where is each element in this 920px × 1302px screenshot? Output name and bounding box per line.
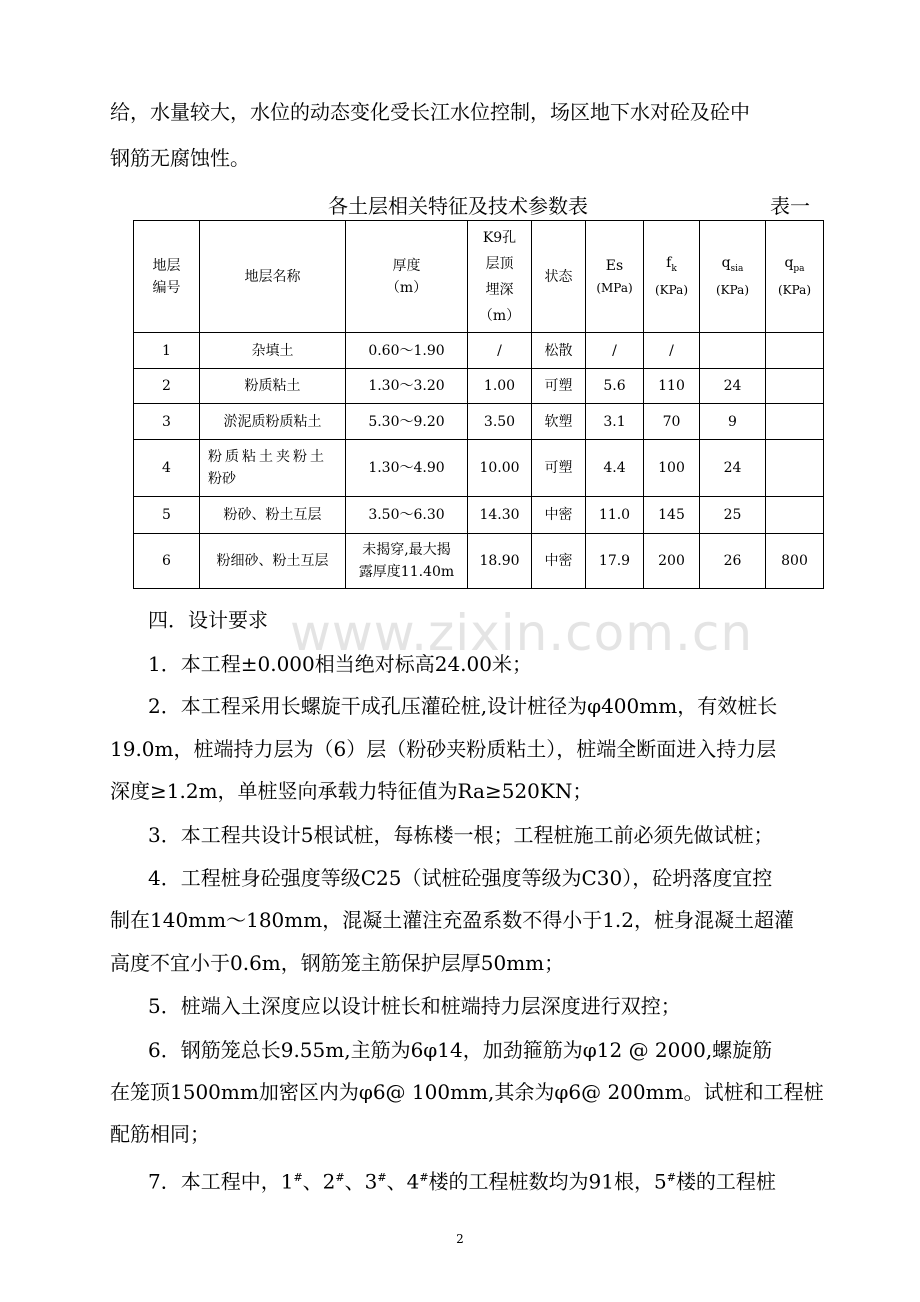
cell-layer-name: 粉细砂、粉土互层 xyxy=(200,534,346,589)
header-thickness: 厚度 （m） xyxy=(346,221,468,333)
table-row xyxy=(134,534,824,589)
cell-es: 11.0 xyxy=(586,497,644,534)
page-number: 2 xyxy=(456,1232,464,1246)
cell-layer-no: 6 xyxy=(134,534,200,589)
watermark: www.zixin.com.cn xyxy=(290,604,754,662)
header-fk: $f_k$ (KPa) xyxy=(644,221,700,333)
requirement-1: 1．本工程±0.000相当绝对标高24.00米； xyxy=(148,652,532,676)
cell-qpa xyxy=(766,497,824,534)
cell-depth: 10.00 xyxy=(468,440,532,497)
cell-state: 松散 xyxy=(532,333,586,369)
header-es: Es (MPa) xyxy=(586,221,644,333)
table-row xyxy=(134,369,824,404)
table-number: 表一 xyxy=(770,194,810,218)
cell-layer-name: 杂填土 xyxy=(200,333,346,369)
table-row xyxy=(134,333,824,369)
cell-fk: 145 xyxy=(644,497,700,534)
cell-qsia: 26 xyxy=(700,534,766,589)
table-title: 各土层相关特征及技术参数表 xyxy=(328,194,588,218)
cell-qpa xyxy=(766,369,824,404)
cell-es: / xyxy=(586,333,644,369)
table-row xyxy=(134,404,824,440)
cell-thickness: 1.30～4.90 xyxy=(346,440,468,497)
header-layer-no: 地层 编号 xyxy=(134,221,200,333)
requirement-2-line-1: 2．本工程采用长螺旋干成孔压灌砼桩,设计桩径为φ400mm，有效桩长 xyxy=(148,694,778,718)
cell-qsia: 25 xyxy=(700,497,766,534)
requirement-4-line-2: 制在140mm～180mm，混凝土灌注充盈系数不得小于1.2，桩身混凝土超灌 xyxy=(110,908,795,932)
header-qsia: $q_{sia}$ (KPa) xyxy=(700,221,766,333)
cell-thickness: 0.60～1.90 xyxy=(346,333,468,369)
cell-state: 可塑 xyxy=(532,440,586,497)
cell-es: 4.4 xyxy=(586,440,644,497)
table-row xyxy=(134,440,824,497)
cell-qsia: 24 xyxy=(700,369,766,404)
cell-es: 5.6 xyxy=(586,369,644,404)
cell-state: 可塑 xyxy=(532,369,586,404)
cell-depth: 1.00 xyxy=(468,369,532,404)
cell-qpa xyxy=(766,333,824,369)
cell-layer-name: 粉质粘土 xyxy=(200,369,346,404)
cell-layer-name: 淤泥质粉质粘土 xyxy=(200,404,346,440)
requirement-4-line-1: 4．工程桩身砼强度等级C25（试桩砼强度等级为C30），砼坍落度宜控 xyxy=(148,866,773,890)
cell-layer-no: 5 xyxy=(134,497,200,534)
cell-qpa xyxy=(766,404,824,440)
cell-state: 中密 xyxy=(532,534,586,589)
intro-line-1: 给，水量较大，水位的动态变化受长江水位控制，场区地下水对砼及砼中 xyxy=(110,100,750,124)
section-heading: 四．设计要求 xyxy=(148,608,268,632)
requirement-6-line-3: 配筋相同； xyxy=(110,1122,210,1146)
cell-thickness: 1.30～3.20 xyxy=(346,369,468,404)
cell-layer-no: 1 xyxy=(134,333,200,369)
cell-depth: 14.30 xyxy=(468,497,532,534)
cell-state: 中密 xyxy=(532,497,586,534)
requirement-7: 7．本工程中，1#、2#、3#、4#楼的工程桩数均为91根，5#楼的工程桩 xyxy=(148,1169,776,1194)
cell-fk: 200 xyxy=(644,534,700,589)
cell-fk: / xyxy=(644,333,700,369)
soil-parameter-table xyxy=(133,220,824,589)
cell-depth: / xyxy=(468,333,532,369)
cell-depth: 18.90 xyxy=(468,534,532,589)
header-qpa: $q_{pa}$ (KPa) xyxy=(766,221,824,333)
cell-depth: 3.50 xyxy=(468,404,532,440)
requirement-5: 5．桩端入土深度应以设计桩长和桩端持力层深度进行双控； xyxy=(148,994,681,1018)
requirement-3: 3．本工程共设计5根试桩，每栋楼一根；工程桩施工前必须先做试桩； xyxy=(148,823,774,847)
cell-fk: 70 xyxy=(644,404,700,440)
table-header-row xyxy=(134,221,824,333)
cell-fk: 110 xyxy=(644,369,700,404)
requirement-2-line-3: 深度≥1.2m，单桩竖向承载力特征值为Ra≥520KN； xyxy=(110,779,593,803)
requirement-6-line-2: 在笼顶1500mm加密区内为φ6@ 100mm,其余为φ6@ 200mm。试桩和工程桩 xyxy=(110,1080,824,1104)
cell-es: 17.9 xyxy=(586,534,644,589)
table-caption xyxy=(110,190,810,220)
cell-layer-no: 3 xyxy=(134,404,200,440)
cell-thickness: 5.30～9.20 xyxy=(346,404,468,440)
cell-state: 软塑 xyxy=(532,404,586,440)
requirement-2-line-2: 19.0m，桩端持力层为（6）层（粉砂夹粉质粘土），桩端全断面进入持力层 xyxy=(110,737,777,761)
cell-thickness: 3.50～6.30 xyxy=(346,497,468,534)
cell-qpa: 800 xyxy=(766,534,824,589)
intro-line-2: 钢筋无腐蚀性。 xyxy=(110,146,250,170)
cell-es: 3.1 xyxy=(586,404,644,440)
cell-layer-no: 2 xyxy=(134,369,200,404)
cell-layer-name: 粉砂、粉土互层 xyxy=(200,497,346,534)
header-state: 状态 xyxy=(532,221,586,333)
cell-layer-no: 4 xyxy=(134,440,200,497)
requirement-6-line-1: 6．钢筋笼总长9.55m,主筋为6φ14，加劲箍筋为φ12 @ 2000,螺旋筋 xyxy=(148,1038,773,1062)
cell-qsia: 24 xyxy=(700,440,766,497)
cell-qpa xyxy=(766,440,824,497)
cell-fk: 100 xyxy=(644,440,700,497)
cell-thickness: 未揭穿,最大揭 露厚度11.40m xyxy=(346,534,468,589)
cell-layer-name: 粉质粘土夹粉土 粉砂 xyxy=(200,440,346,497)
table-row xyxy=(134,497,824,534)
header-layer-name: 地层名称 xyxy=(200,221,346,333)
cell-qsia: 9 xyxy=(700,404,766,440)
requirement-4-line-3: 高度不宜小于0.6m，钢筋笼主筋保护层厚50mm； xyxy=(110,951,565,975)
cell-qsia xyxy=(700,333,766,369)
header-top-depth: K9孔 层顶 埋深 （m） xyxy=(468,221,532,333)
